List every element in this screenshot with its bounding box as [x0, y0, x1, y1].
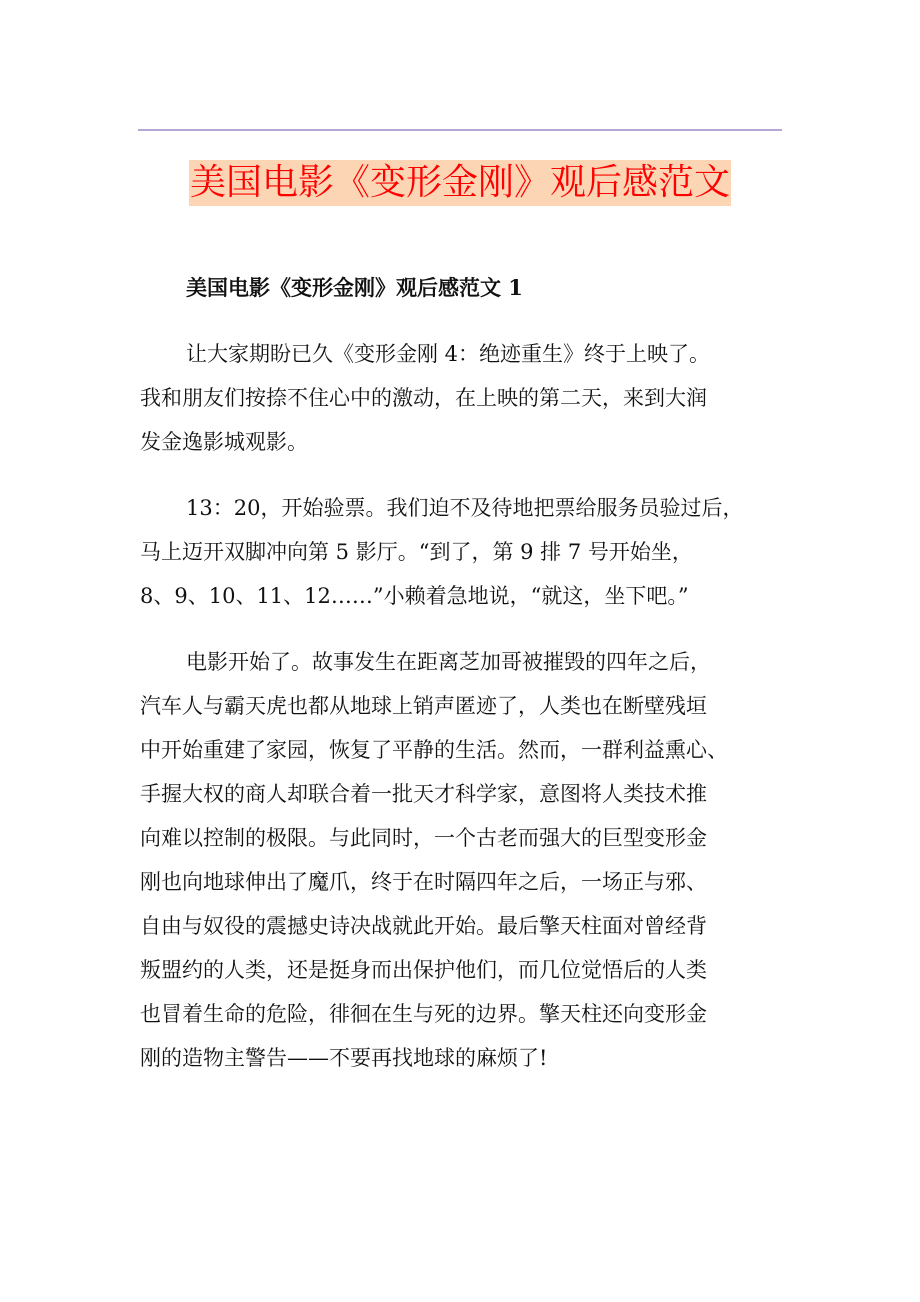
paragraph-3 — [140, 640, 785, 1080]
paragraph-line: 8、9、10、11、12……”小赖着急地说，“就这，坐下吧。” — [140, 584, 689, 608]
paragraph-line: 中开始重建了家园，恢复了平静的生活。然而，一群利益熏心、 — [140, 738, 728, 762]
title-container — [0, 160, 920, 206]
paragraph-line: 电影开始了。故事发生在距离芝加哥被摧毁的四年之后， — [186, 650, 711, 674]
paragraph-line: 发金逸影城观影。 — [140, 430, 308, 454]
header-divider — [138, 129, 782, 131]
document-body — [140, 270, 785, 1102]
paragraph-line: 汽车人与霸天虎也都从地球上销声匿迹了，人类也在断壁残垣 — [140, 694, 707, 718]
section-heading: 美国电影《变形金刚》观后感范文 1 — [186, 275, 523, 300]
paragraph-1 — [140, 332, 785, 464]
paragraph-line: 自由与奴役的震撼史诗决战就此开始。最后擎天柱面对曾经背 — [140, 914, 707, 938]
paragraph-line: 手握大权的商人却联合着一批天才科学家，意图将人类技术推 — [140, 782, 707, 806]
paragraph-line: 让大家期盼已久《变形金刚 4：绝迹重生》终于上映了。 — [186, 342, 711, 366]
paragraph-line: 我和朋友们按捺不住心中的激动，在上映的第二天，来到大润 — [140, 386, 707, 410]
paragraph-line: 马上迈开双脚冲向第 5 影厅。“到了，第 9 排 7 号开始坐， — [140, 540, 693, 564]
paragraph-2 — [140, 486, 785, 618]
paragraph-line: 叛盟约的人类，还是挺身而出保护他们，而几位觉悟后的人类 — [140, 958, 707, 982]
paragraph-line: 13：20，开始验票。我们迫不及待地把票给服务员验过后， — [186, 496, 744, 520]
document-title: 美国电影《变形金刚》观后感范文 — [189, 160, 731, 206]
paragraph-line: 向难以控制的极限。与此同时，一个古老而强大的巨型变形金 — [140, 826, 707, 850]
paragraph-line: 也冒着生命的危险，徘徊在生与死的边界。擎天柱还向变形金 — [140, 1002, 707, 1026]
paragraph-line: 刚的造物主警告——不要再找地球的麻烦了! — [140, 1046, 548, 1070]
paragraph-line: 刚也向地球伸出了魔爪，终于在时隔四年之后，一场正与邪、 — [140, 870, 707, 894]
